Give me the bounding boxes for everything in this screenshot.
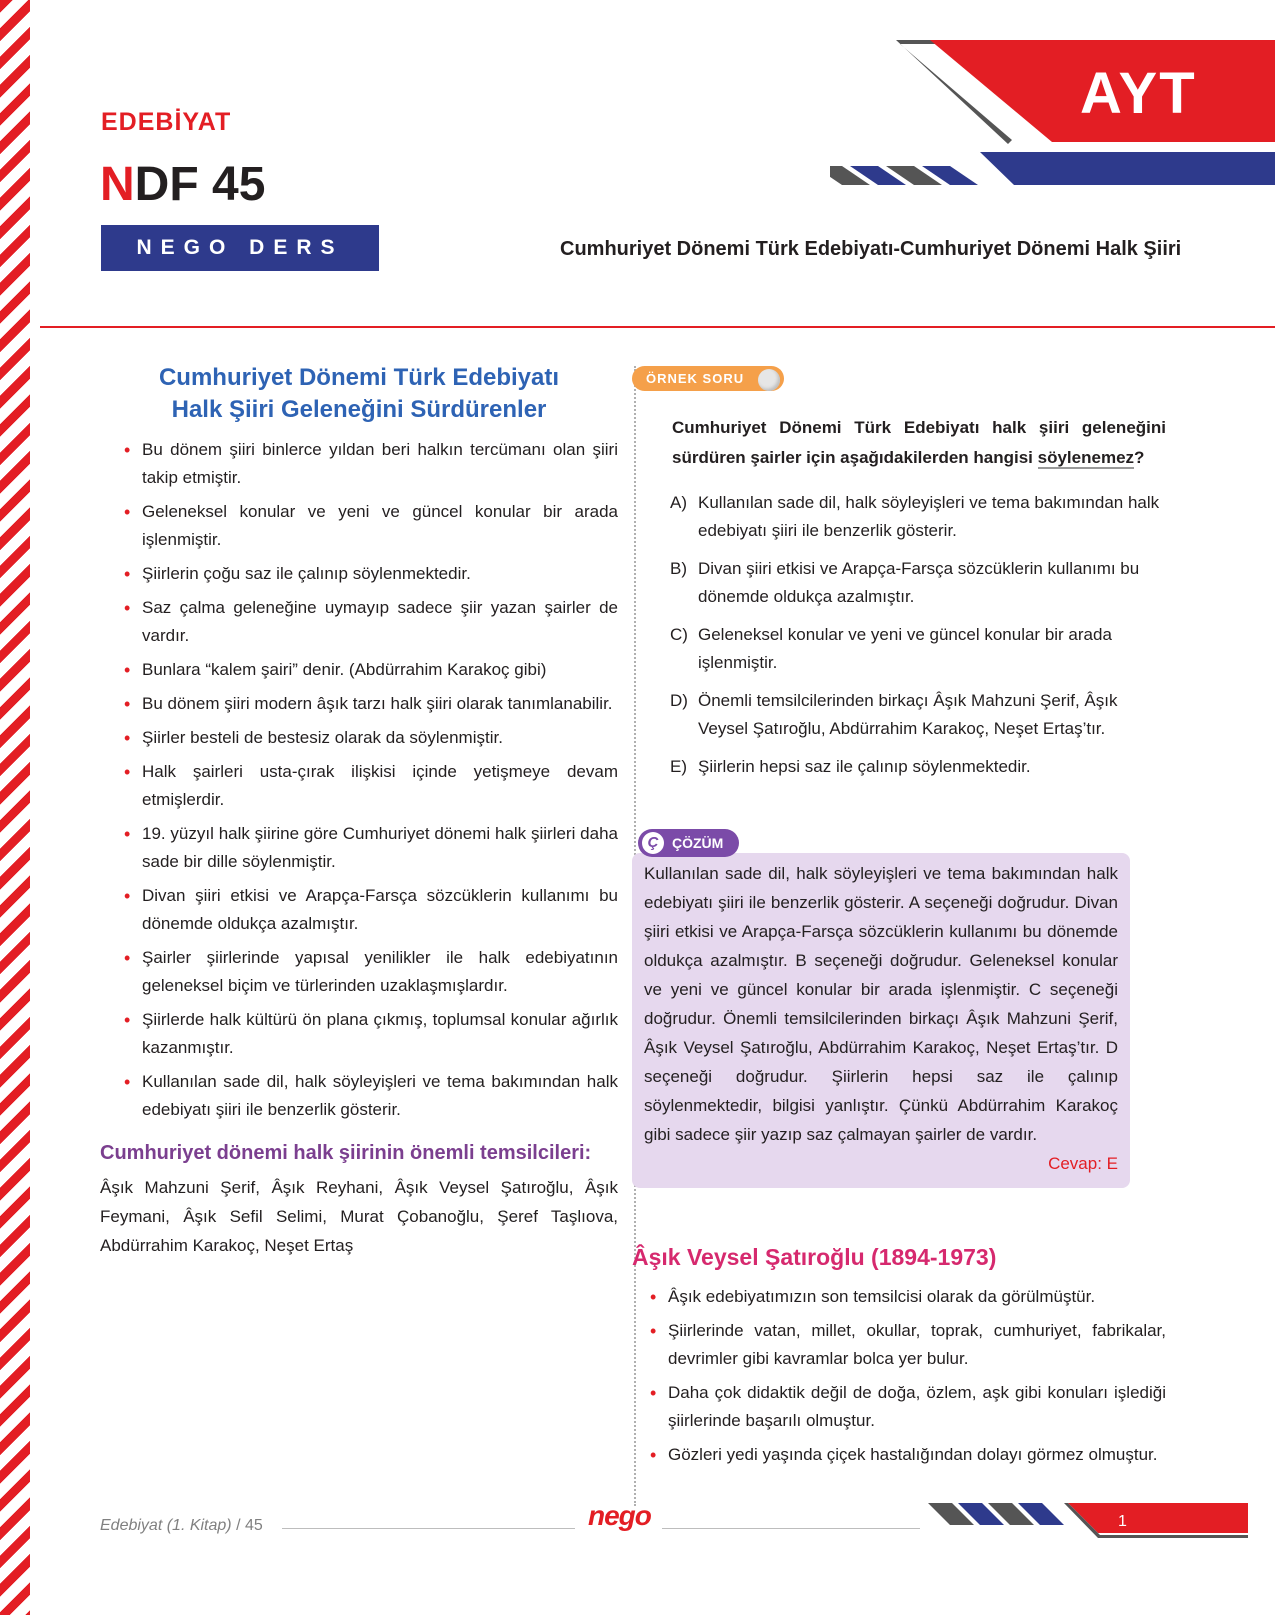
- footer-book-page: 45: [244, 1517, 263, 1534]
- option-text: Geleneksel konular ve yeni ve güncel konular bir arada işlenmiştir.: [698, 625, 1112, 672]
- option-letter: C): [670, 625, 688, 644]
- list-item: • Kullanılan sade dil, halk söyleyişleri ve tema bakımından halk edebiyatı şiiri ile benzerlik gösterir.: [100, 1068, 618, 1124]
- list-item: • Saz çalma geleneğine uymayıp sadece şiir yazan şairler de vardır.: [100, 594, 618, 650]
- banner-navy-bar: [980, 152, 1275, 185]
- footer-red-block: [1068, 1503, 1248, 1533]
- list-item: • Bu dönem şiiri modern âşık tarzı halk şiiri olarak tanımlanabilir.: [100, 690, 618, 718]
- answer-option: [670, 621, 1166, 677]
- feature-list: [100, 436, 618, 1124]
- example-question-label: [632, 366, 784, 391]
- question-text: [672, 413, 1166, 473]
- solution-icon: Ç: [642, 832, 664, 854]
- question-body: Cumhuriyet Dönemi Türk Edebiyatı halk şiiri geleneğini sürdüren şairler için aşağıdakilerden hangisi: [672, 418, 1166, 467]
- series-badge: NEGO DERS FÖYÜ: [101, 225, 379, 271]
- option-letter: A): [670, 493, 687, 512]
- list-item: • Şiirlerde halk kültürü ön plana çıkmış, toplumsal konular ağırlık kazanmıştır.: [100, 1006, 618, 1062]
- list-item: • Halk şairleri usta-çırak ilişkisi içinde yetişmeye devam etmişlerdir.: [100, 758, 618, 814]
- option-letter: D): [670, 691, 688, 710]
- example-question-text: ÖRNEK SORU: [646, 371, 745, 386]
- striped-page-border: [0, 0, 30, 1615]
- representatives-heading: Cumhuriyet dönemi halk şiirinin önemli temsilcileri:: [100, 1142, 592, 1164]
- subject-label: EDEBİYAT: [101, 108, 232, 136]
- solution-text: Kullanılan sade dil, halk söyleyişleri ve tema bakımından halk edebiyatı şiiri ile benzerlik gösterir. A seçeneği doğrudur. Divan şiiri etkisi ve Arapça-Farsça sözcüklerin kullanımı bu dönemde oldukça azalmıştır. B seçeneği doğrudur. Geleneksel konular ve yeni ve güncel konular bir arada işlenmiştir. C seçeneği doğrudur. Önemli temsilcilerinden birkaçı Âşık Mahzuni Şerif, Âşık Veysel Şatıroğlu, Abdürrahim Karakoç, Neşet Ertaş’tır. D seçeneği doğrudur. Şiirlerin hepsi saz ile çalınıp söylenmektedir, bilgisi yanlıştır. Çünkü Abdürrahim Karakoç gibi sadece şiir yazıp saz çalmayan şairler de vardır.: [644, 864, 1118, 1144]
- section-heading-line1: Cumhuriyet Dönemi Türk Edebiyatı: [158, 364, 560, 391]
- answer-option: [670, 489, 1166, 545]
- answer-option: [670, 555, 1166, 611]
- list-item: • Şairler şiirlerinde yapısal yenilikler ile halk edebiyatının geleneksel biçim ve türlerinden uzaklaşmışlardır.: [100, 944, 618, 1000]
- section-heading: [100, 362, 618, 426]
- list-item: • 19. yüzyıl halk şiirine göre Cumhuriyet dönemi halk şiirleri daha sade bir dille söylenmiştir.: [100, 820, 618, 876]
- representatives-text: Âşık Mahzuni Şerif, Âşık Reyhani, Âşık Veysel Şatıroğlu, Âşık Feymani, Âşık Sefil Selimi, Murat Çobanoğlu, Şeref Taşlıova, Abdürrahim Karakoç, Neşet Ertaş: [100, 1178, 618, 1255]
- list-item: • Gözleri yedi yaşında çiçek hastalığından dolayı görmez olmuştur.: [648, 1441, 1166, 1469]
- footer-rule: [282, 1528, 575, 1529]
- document-code: [100, 157, 265, 212]
- option-letter: B): [670, 559, 687, 578]
- list-item: • Âşık edebiyatımızın son temsilcisi olarak da görülmüştür.: [648, 1283, 1166, 1311]
- exam-label: AYT: [1080, 61, 1197, 126]
- list-item: • Daha çok didaktik değil de doğa, özlem, aşk gibi konuları işlediği şiirlerinde başarılı olmuştur.: [648, 1379, 1166, 1435]
- footer-banner-graphic: [928, 1503, 1248, 1549]
- option-text: Kullanılan sade dil, halk söyleyişleri ve tema bakımından halk edebiyatı şiiri ile benzerlik gösterir.: [698, 493, 1160, 540]
- solution-label-text: ÇÖZÜM: [672, 835, 724, 851]
- option-text: Divan şiiri etkisi ve Arapça-Farsça sözcüklerin kullanımı bu dönemde oldukça azalmıştır.: [698, 559, 1140, 606]
- list-item: • Şiirlerin çoğu saz ile çalınıp söylenmektedir.: [100, 560, 618, 588]
- page-number: 1: [1118, 1513, 1127, 1530]
- section-heading-line2: Halk Şiiri Geleneğini Sürdürenler: [171, 396, 547, 423]
- header-divider: [40, 326, 1275, 328]
- answer-option: [670, 753, 1166, 781]
- option-text: Şiirlerin hepsi saz ile çalınıp söylenmektedir.: [698, 757, 1031, 776]
- code-rest: DF 45: [134, 158, 266, 211]
- poet-heading: Âşık Veysel Şatıroğlu (1894-1973): [632, 1244, 997, 1270]
- nego-logo: nego: [588, 1500, 651, 1531]
- code-first-letter: N: [100, 158, 135, 211]
- footer-rule: [662, 1528, 920, 1529]
- left-column: [100, 362, 618, 1260]
- poet-facts-list: [648, 1283, 1166, 1469]
- solution-box: [632, 853, 1130, 1188]
- option-text: Önemli temsilcilerinden birkaçı Âşık Mahzuni Şerif, Âşık Veysel Şatıroğlu, Abdürrahim Karakoç, Neşet Ertaş’tır.: [698, 691, 1118, 738]
- option-letter: E): [670, 757, 687, 776]
- list-item: • Bu dönem şiiri binlerce yıldan beri halkın tercümanı olan şiiri takip etmiştir.: [100, 436, 618, 492]
- answer-key: Cevap: E: [1048, 1154, 1118, 1173]
- right-column: [632, 366, 1166, 1475]
- answer-option: [670, 687, 1166, 743]
- toggle-knob-icon: [758, 369, 780, 391]
- list-item: • Şiirler besteli de bestesiz olarak da söylenmiştir.: [100, 724, 618, 752]
- list-item: • Bunlara “kalem şairi” denir. (Abdürrahim Karakoç gibi): [100, 656, 618, 684]
- question-negation: söylenemez: [1037, 448, 1135, 467]
- footer-book-title: Edebiyat (1. Kitap): [100, 1517, 232, 1534]
- list-item: • Geleneksel konular ve yeni ve güncel konular bir arada işlenmiştir.: [100, 498, 618, 554]
- header-banner-graphic: [830, 40, 1275, 190]
- unit-title: Cumhuriyet Dönemi Türk Edebiyatı-Cumhuriyet Dönemi Halk Şiiri: [560, 238, 1182, 260]
- question-mark: ?: [1134, 448, 1145, 467]
- list-item: • Divan şiiri etkisi ve Arapça-Farsça sözcüklerin kullanımı bu dönemde oldukça azalmıştır.: [100, 882, 618, 938]
- solution-label: [638, 829, 739, 857]
- footer-separator: /: [231, 1517, 245, 1534]
- list-item: • Şiirlerinde vatan, millet, okullar, toprak, cumhuriyet, fabrikalar, devrimler gibi kavramlar bolca yer bulur.: [648, 1317, 1166, 1373]
- footer-book-reference: [100, 1517, 263, 1535]
